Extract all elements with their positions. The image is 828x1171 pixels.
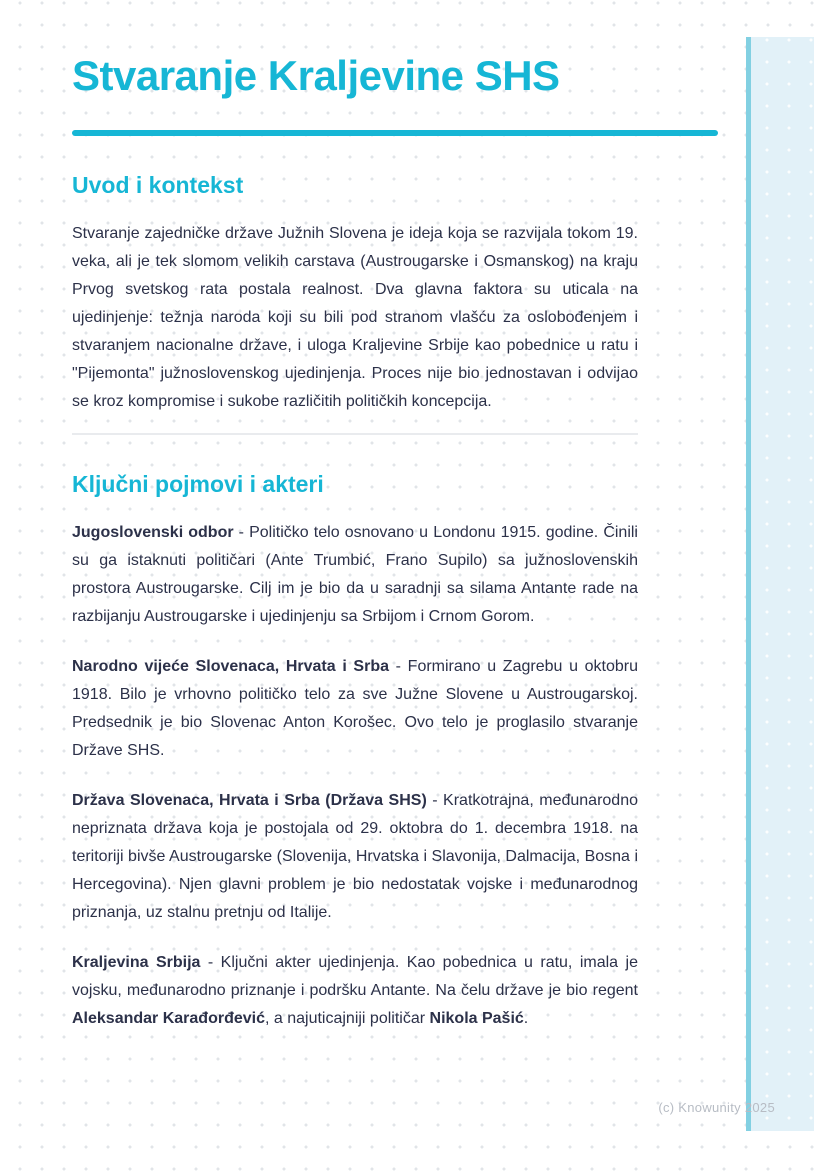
section-kljucni-pojmovi xyxy=(72,471,638,1033)
title-underline xyxy=(72,130,718,136)
section-uvod-i-kontekst xyxy=(72,172,638,416)
paragraph-jugoslovenski-odbor: Jugoslovenski odbor - Političko telo osnovano u Londonu 1915. godine. Činili su ga istaknuti političari (Ante Trumbić, Frano Supilo) sa južnoslovenskih prostora Austrougarske. Cilj im je bio da u saradnji sa silama Antante rade na razbijanju Austrougarske i ujedinjenju sa Srbijom i Crnom Gorom. xyxy=(72,524,638,625)
right-accent-band xyxy=(746,37,814,1131)
paragraph-drzava-shs: Država Slovenaca, Hrvata i Srba (Država SHS) - Kratkotrajna, međunarodno nepriznata država koja je postojala od 29. oktobra do 1. decembra 1918. na teritoriji bivše Austrougarske (Slovenija, Hrvatska i Slavonija, Dalmacija, Bosna i Hercegovina). Njen glavni problem je bio nedostatak vojske i međunarodnog priznanja, uz stalnu pretnju od Italije. xyxy=(72,792,638,921)
content-column xyxy=(72,0,638,1033)
intro-paragraph: Stvaranje zajedničke države Južnih Slovena je ideja koja se razvijala tokom 19. veka, ali je tek slomom velikih carstava (Austrougarske i Osmanskog) na kraju Prvog svetskog rata postala realnost. Dva glavna faktora su uticala na ujedinjenje: težnja naroda koji su bili pod stranom vlašću za oslobođenjem i stvaranjem nacionalne države, i uloga Kraljevine Srbije kao pobednice u ratu i "Pijemonta" južnoslovenskog ujedinjenja. Proces nije bio jednostavan i odvijao se kroz kompromise i sukobe različitih političkih koncepcija. xyxy=(72,225,638,410)
heading-uvod-i-kontekst: Uvod i kontekst xyxy=(72,172,244,198)
paragraph-kraljevina-srbija: Kraljevina Srbija - Ključni akter ujedinjenja. Kao pobednica u ratu, imala je vojsku, međunarodno priznanje i podršku Antante. Na čelu države je bio regent Aleksandar Karađorđević, a najuticajniji političar Nikola Pašić. xyxy=(72,954,639,1027)
paragraph-narodno-vijece: Narodno vijeće Slovenaca, Hrvata i Srba - Formirano u Zagrebu u oktobru 1918. Bilo je vrhovno političko telo za sve Južne Slovene u Austrougarskoj. Predsednik je bio Slovenac Anton Korošec. Ovo telo je proglasilo stvaranje Države SHS. xyxy=(72,658,639,759)
section-divider xyxy=(72,433,638,435)
copyright-notice: (c) Knowunity 2025 xyxy=(658,1100,775,1115)
page-title: Stvaranje Kraljevine SHS xyxy=(72,52,560,99)
heading-kljucni-pojmovi: Ključni pojmovi i akteri xyxy=(72,471,324,497)
